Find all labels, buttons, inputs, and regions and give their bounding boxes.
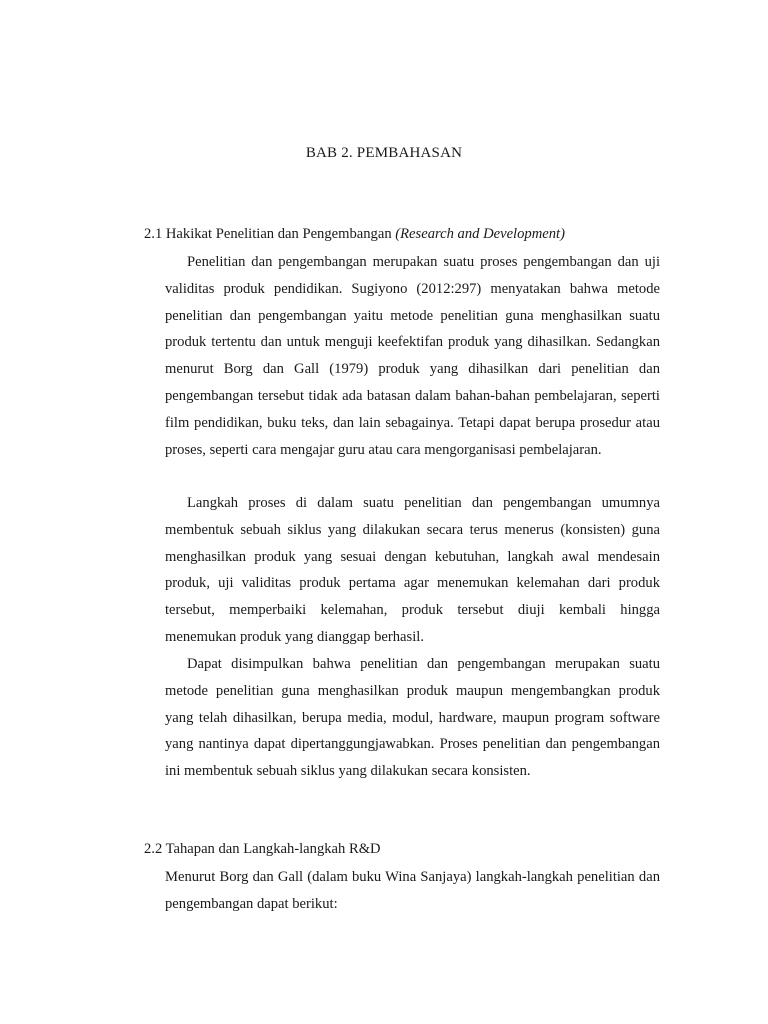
section-heading-2-1-italic: (Research and Development) xyxy=(395,226,565,242)
section-heading-2-1-text: 2.1 Hakikat Penelitian dan Pengembangan xyxy=(144,226,396,242)
section-heading-2-1 xyxy=(144,226,565,243)
chapter-title: BAB 2. PEMBAHASAN xyxy=(305,145,463,161)
paragraph-2: Langkah proses di dalam suatu penelitian dan pengembangan umumnya membentuk sebuah siklus yang dilakukan secara terus menerus (konsisten) guna menghasilkan produk yang sesuai dengan kebutuhan, langkah awal mendesain produk, uji validitas produk pertama agar menemukan kelemahan dari produk tersebut, memperbaiki kelemahan, produk tersebut diuji kembali hingga menemukan produk yang dianggap berhasil. xyxy=(165,495,660,645)
section-heading-2-2: 2.2 Tahapan dan Langkah-langkah R&D xyxy=(144,841,381,857)
paragraph-4: Menurut Borg dan Gall (dalam buku Wina Sanjaya) langkah-langkah penelitian dan pengembangan dapat berikut: xyxy=(165,869,660,912)
paragraph-1: Penelitian dan pengembangan merupakan suatu proses pengembangan dan uji validitas produk pendidikan. Sugiyono (2012:297) menyatakan bahwa metode penelitian dan pengembangan yaitu metode penelitian guna menghasilkan suatu produk tertentu dan untuk menguji keefektifan produk yang dihasilkan. Sedangkan menurut Borg dan Gall (1979) produk yang dihasilkan dari penelitian dan pengembangan tersebut tidak ada batasan dalam bahan-bahan pembelajaran, seperti film pendidikan, buku teks, dan lain sebagainya. Tetapi dapat berupa prosedur atau proses, seperti cara mengajar guru atau cara mengorganisasi pembelajaran. xyxy=(165,254,660,458)
paragraph-3: Dapat disimpulkan bahwa penelitian dan pengembangan merupakan suatu metode penelitian guna menghasilkan produk maupun mengembangkan produk yang telah dihasilkan, berupa media, modul, hardware, maupun program software yang nantinya dapat dipertanggungjawabkan. Proses penelitian dan pengembangan ini membentuk sebuah siklus yang dilakukan secara konsisten. xyxy=(165,656,660,780)
